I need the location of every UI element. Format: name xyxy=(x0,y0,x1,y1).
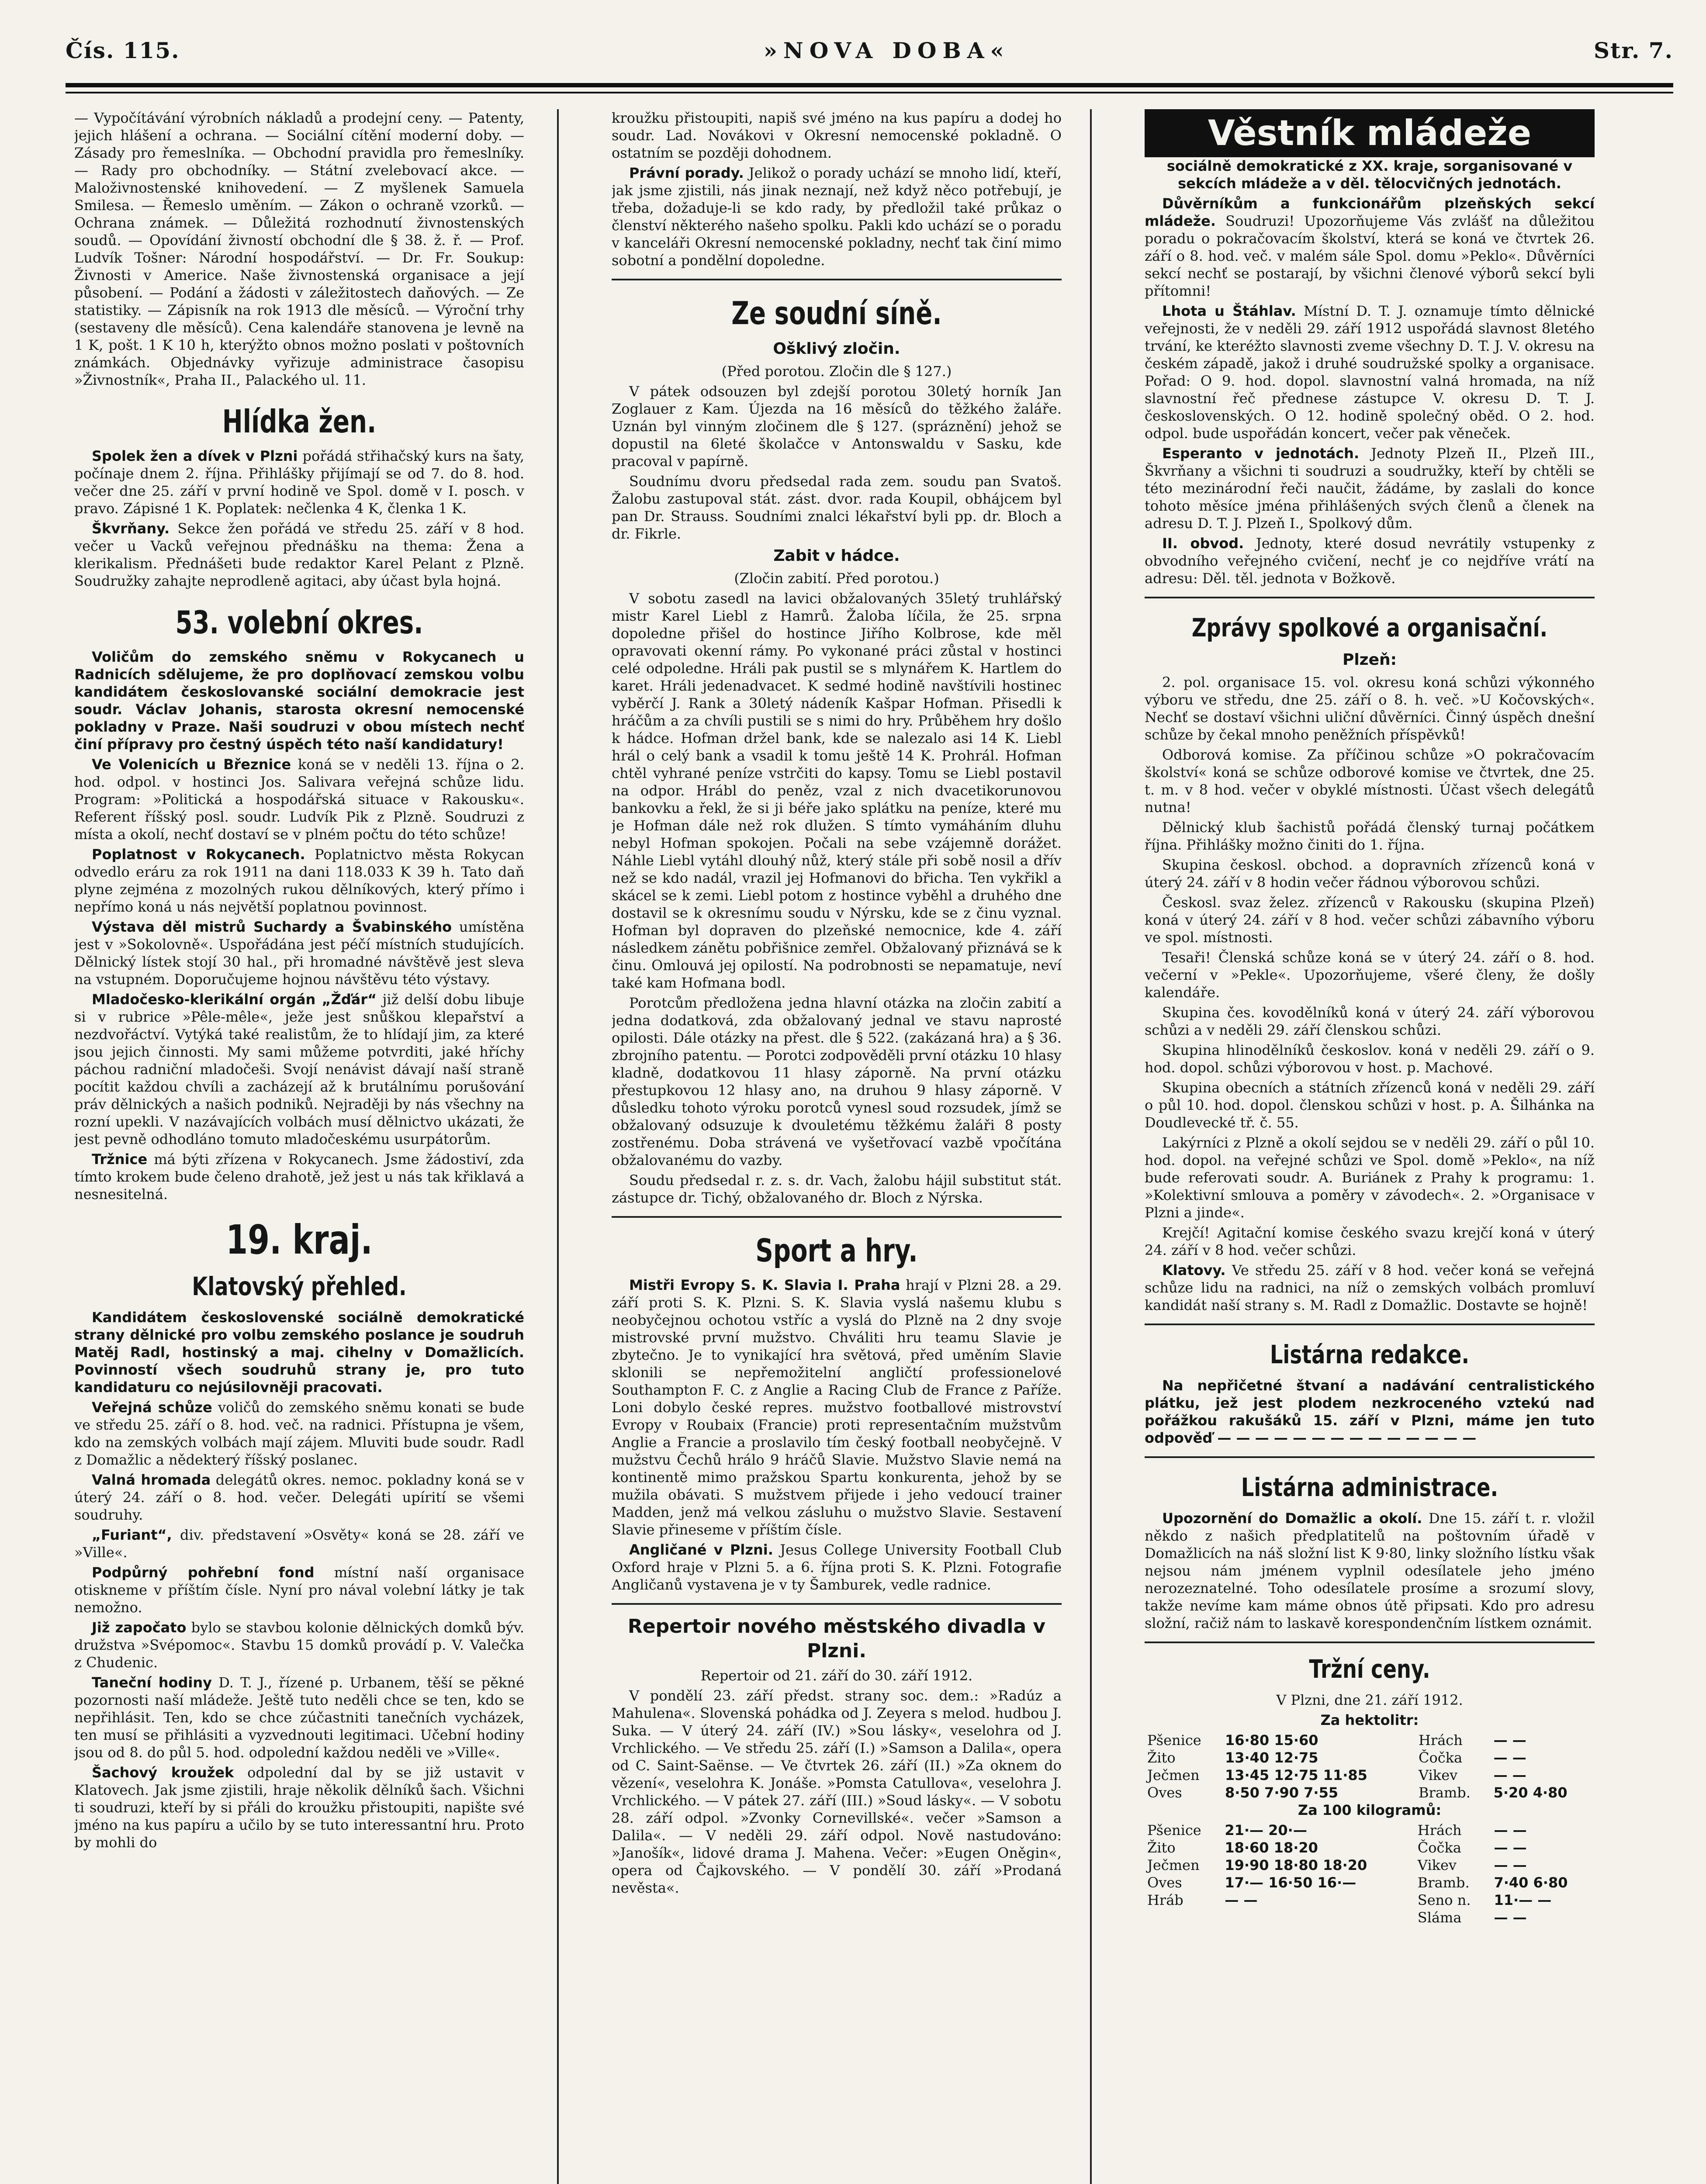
commodity-price: 13·40 12·75 xyxy=(1225,1749,1318,1766)
section-heading-volebni-okres: 53. volební okres. xyxy=(175,604,423,641)
commodity-price: — — xyxy=(1493,1767,1526,1783)
section-heading-hlidka-zen: Hlídka žen. xyxy=(222,403,377,440)
section-divider xyxy=(612,1603,1062,1605)
section-heading-listarna-administrace: Listárna administrace. xyxy=(1241,1472,1498,1502)
article-paragraph xyxy=(612,1541,1062,1593)
article-paragraph: Skupina obecních a státních zřízenců koná v neděli 29. září o půl 10. hod. dopol. členskou schůzi v host. p. A. Šilhánka na Doudlevecké tř. č. 55. xyxy=(1145,1079,1595,1131)
article-text: umístěna jest v »Sokolovně«. Uspořádána jest péčí místních studujících. Dělnický lístek stojí 30 hal., při hromadné návštěvě jest sleva na vstupném. Doporučujeme hojnou návštěvu této výstavy. xyxy=(74,919,524,988)
masthead-rule xyxy=(66,83,1673,87)
article-lead: Již započato xyxy=(92,1619,187,1636)
commodity-name: Ječmen xyxy=(1147,1857,1200,1873)
article-paragraph: Soudu předsedal r. z. s. dr. Vach, žalobu hájil substitut stát. zástupce dr. Tichý, obžalovaného dr. Bloch z Nýrska. xyxy=(612,1172,1062,1206)
price-row xyxy=(1145,1839,1595,1856)
section-divider xyxy=(1145,1324,1595,1325)
market-date: V Plzni, dne 21. září 1912. xyxy=(1276,1692,1463,1708)
article-paragraph xyxy=(74,1619,524,1671)
commodity-name: Hrách xyxy=(1419,1732,1463,1749)
market-unit-hectolitre: Za hektolitr: xyxy=(1320,1712,1419,1728)
article-paragraph xyxy=(1145,195,1595,300)
commodity-name: Čočka xyxy=(1419,1749,1463,1766)
commodity-price: 17·— 16·50 16·— xyxy=(1225,1874,1356,1891)
article-paragraph xyxy=(612,164,1062,269)
section-heading-soudni-sin: Ze soudní síně. xyxy=(731,295,942,332)
article-paragraph xyxy=(74,1151,524,1203)
section-heading-vestnik: Věstník mládeže xyxy=(1145,109,1595,157)
page-number: Str. 7. xyxy=(1594,37,1673,63)
commodity-name: Hrách xyxy=(1417,1822,1462,1838)
article-lead: Spolek žen a dívek v Plzni xyxy=(92,448,298,464)
article-paragraph xyxy=(74,756,524,843)
article-paragraph: Odborová komise. Za příčinou schůze »O pokračovacím školství« koná se schůze odborové komise ve čtvrtek, dne 25. t. m. v 8 hod. večer v obyklé místnosti. Účast všech delegátů nutna! xyxy=(1145,746,1595,816)
issue-number: Čís. 115. xyxy=(66,37,180,63)
commodity-price: 21·— 20·— xyxy=(1225,1822,1307,1838)
commodity-price: — — xyxy=(1494,1839,1527,1856)
commodity-name: Pšenice xyxy=(1147,1822,1201,1838)
price-row xyxy=(1145,1891,1595,1909)
price-row xyxy=(1145,1874,1595,1891)
commodity-name: Žito xyxy=(1147,1839,1176,1856)
commodity-name: Vikev xyxy=(1417,1857,1457,1873)
commodity-price: 5·20 4·80 xyxy=(1493,1784,1568,1801)
article-paragraph xyxy=(74,918,524,988)
article-paragraph: Skupina českosl. obchod. a dopravních zřízenců koná v úterý 24. září v 8 hodin večer řádnou výborovou schůzi. xyxy=(1145,857,1595,891)
article-lead: Mistři Evropy S. K. Slavia I. Praha xyxy=(629,1277,900,1293)
article-text: koná se v neděli 13. října o 2. hod. odpol. v hostinci Jos. Salivara veřejná schůze lidu. Program: »Politická a hospodářská situace v Rakousku«. Referent říšský posl. soudr. Ludvík Pik z Plzně. Soudruzi z místa a okolí, nechť dostaví se v plném počtu do této schůze! xyxy=(74,756,524,843)
commodity-price: — — xyxy=(1225,1892,1258,1908)
article-paragraph xyxy=(74,846,524,916)
price-row xyxy=(1145,1821,1595,1839)
section-subheading-plzen: Plzeň: xyxy=(1342,651,1397,669)
article-text: pořádá střihačský kurs na šaty, počínaje dnem 2. října. Přihlášky přijímají se od 7. do 8. hod. večer dne 25. září v první hodině ve Spol. domě v I. posch. v pravo. Zápisné 1 K. Poplatek: nečlenka 4 K, členka 1 K. xyxy=(74,448,524,517)
price-row xyxy=(1145,1856,1595,1874)
article-text: Sekce žen pořádá ve středu 25. září v 8 hod. večer u Vacků veřejnou přednášku na thema: Žena a klerikalism. Přednášeti bude redaktor Karel Pelant z Plzně. Soudružky zahajte neprodleně agitaci, aby účast byla hojná. xyxy=(74,520,524,589)
section-subtitle: sociálně demokratické z XX. kraje, sorganisované v sekcích mládeže a v děl. tělocvičných jednotách. xyxy=(1166,158,1573,192)
article-paragraph: 2. pol. organisace 15. vol. okresu koná schůzi výkonného výboru ve středu, dne 25. září o 8. h. več. »U Kočovských«. Nechť se dostaví všichni uliční důvěrníci. Činný úspěch dnešní schůze by čekal mnoho peněžních příspěvků! xyxy=(1145,674,1595,743)
article-text: hrají v Plzni 28. a 29. září proti S. K. Plzni. S. K. Slavia vyslá našemu klubu s neobyčejnou ochotou vstříc a vyslá do Plzně na 2 dny svoje mistrovské první mužstvo. Chváliti hru teamu Slavie je zbytečno. Je to vynikající hra světová, před uměním Slavie sklonili se nepřemožitelní angličtí professionelové Southampton F. C. z Anglie a Racing Club de France z Paříže. Loni dobylo české repres. mužstvo footballové mistrovství Evropy v Roubaix (Francie) proti representačním mužstvům Anglie a Francie a proslavilo tím český football neobyčejně. V mužstvu Čechů hrálo 9 hráčů Slavie. Mužstvo Slavie nemá na kontinentě mimo pražskou Spartu konkurenta, jehož by se mužila obávati. S mužstvem přijede i jeho vedoucí trainer Madden, jenž má velkou zásluhu o mužstvo Slavie. Sestavení Slavie přineseme v příštím čísle. xyxy=(612,1277,1062,1538)
price-table-hectolitre xyxy=(1145,1731,1595,1801)
article-title: Ošklivý zločin. xyxy=(773,340,900,358)
section-heading-zpravy: Zprávy spolkové a organisační. xyxy=(1191,613,1548,643)
article-text: Jednoty, které dosud nevrátily vstupenky z obvodního veřejného cvičení, nechť je co nejdříve vrátí na adresu: Děl. těl. jednota v Božkově. xyxy=(1145,535,1595,587)
masthead-rule-thin xyxy=(66,92,1673,93)
article-paragraph xyxy=(1145,535,1595,587)
article-lead: Lhota u Štáhlav. xyxy=(1162,303,1296,319)
commodity-price xyxy=(1222,1909,1415,1926)
article-lead: Veřejná schůze xyxy=(92,1399,212,1416)
article-text: bylo se stavbou kolonie dělnických domků býv. družstva »Svépomoc«. Stavbu 15 domků provádí p. V. Valečka z Chudenic. xyxy=(74,1619,524,1671)
article-subtitle: (Před porotou. Zločin dle § 127.) xyxy=(721,363,952,380)
commodity-name: Vikev xyxy=(1419,1767,1458,1783)
article-lead: Šachový kroužek xyxy=(92,1764,234,1781)
commodity-price: — — xyxy=(1494,1857,1527,1873)
article-lead: Právní porady. xyxy=(629,165,744,181)
section-divider xyxy=(612,1216,1062,1218)
commodity-price: — — xyxy=(1494,1822,1527,1838)
commodity-name: Seno n. xyxy=(1417,1892,1471,1908)
article-lead: Taneční hodiny xyxy=(92,1674,212,1691)
article-paragraph xyxy=(74,648,524,753)
article-paragraph: Lakýrníci z Plzně a okolí sejdou se v neděli 29. září o půl 10. hod. dopol. na veřejné schůzi ve Spol. domě »Peklo«, na níž bude referovati soudr. A. Buriánek z Prahy k programu: 1. »Kolektivní smlouva a poměry v závodech«. 2. »Organisace v Plzni a jinde«. xyxy=(1145,1134,1595,1221)
article-text: Poplatnictvo města Rokycan odvedlo eráru za rok 1911 na dani 118.033 K 39 h. Tato daň plyne zejména z mozolných rukou dělníkových, který přímo i nepřímo koná u nás největší poplatnou povinnost. xyxy=(74,846,524,915)
article-paragraph: Krejčí! Agitační komise českého svazu krejčí koná v úterý 24. září v 8 hod. večer schůzi. xyxy=(1145,1224,1595,1258)
article-paragraph: Skupina čes. kovodělníků koná v úterý 24. září výborovou schůzi a v neděli 29. září členskou schůzi. xyxy=(1145,1004,1595,1038)
column-divider xyxy=(1090,109,1092,2184)
article-lead: Škvrňany. xyxy=(92,520,170,537)
commodity-price: 18·60 18·20 xyxy=(1225,1839,1318,1856)
commodity-price: 8·50 7·90 7·55 xyxy=(1225,1784,1339,1801)
article-paragraph: Dělnický klub šachistů pořádá členský turnaj počátkem října. Přihlášky možno činiti do 1. října. xyxy=(1145,819,1595,853)
article-text: delegátů okres. nemoc. pokladny koná se v úterý 24. září o 8. hod. večer. Delegáti upírití se všemi soudruhy. xyxy=(74,1472,524,1523)
article-paragraph xyxy=(74,1526,524,1561)
calendar-contents: — Vypočítávání výrobních nákladů a prodejní ceny. — Patenty, jejich hlášení a ochrana. — Sociální cítění moderní doby. — Zásady pro řemeslníka. — Obchodní pravidla pro řemeslníky. — Rady pro obchodníky. — Státní zvelebovací akce. — Maloživnostenské knihovedení. — Z myšlenek Samuela Smilesa. — Řemeslo uměním. — Zákon o ochraně vzorků. — Ochrana známek. — Důležitá rozhodnutí živnostenských soudů. — Opovídání živností obchodní dle § 38. ž. ř. — Prof. Ludvík Tošner: Národní hospodářství. — Dr. Fr. Soukup: Živnosti v Americe. Naše živnostenská organisace a její působení. — Podání a žádosti v záležitostech daňových. — Ze statistiky. — Zápisník na rok 1913 dle měsíců. — Výroční trhy (sestaveny dle měsíců). Cena kalendáře stanovena je levně na 1 K, pošt. 1 K 10 h, kterýžto obnos možno poslati v poštovních známkách. Objednávky vyřizuje administrace časopisu »Živnostník«, Praha II., Palackého ul. 11. xyxy=(74,110,524,388)
repertoir-dates: Repertoir od 21. září do 30. září 1912. xyxy=(700,1667,973,1684)
article-paragraph: V sobotu zasedl na lavici obžalovaných 35letý truhlářský mistr Karel Liebl z Hamrů. Žaloba líčila, že 25. srpna dopoledne přišel do hostince Jiřího Kolbrose, kde měl opravovati okenní rámy. Po vykonané práci zůstal v hostinci celé odpoledne. Hráli pak pustil se s mlynářem K. Hartlem do karet. Hráli jedenadvacet. K sedmé hodině navštívili hostinec vyběrčí J. Rank a 30letý nádeník Kašpar Hofman. Přisedli k hráčům a za chvíli pustili se s nimi do hry. Průběhem hry došlo k hádce. Hofman držel bank, kde se nalezalo asi 14 K. Liebl hrál o celý bank a vsadil k tomu ještě 14 K. Prohrál. Hofman chtěl vyhrané peníze vstrčiti do kapsy. Tomu se Liebl postavil na odpor. Hrábl do peněz, vzal z nich dvacetikorunovou bankovku a řekl, že si ji béře jako splátku na peníze, které mu je Hofman dále než rok dlužen. S tímto vymáháním dluhu nebyl Hofman spokojen. Počali na sebe vzájemně dorážet. Náhle Liebl vytáhl dlouhý nůž, který stále při sobě nosil a dřív než se kdo nadál, vrazil jej Hofmanovi do břicha. Ten vykřikl a skácel se k zemi. Liebl potom z hostince vyběhl a druhého dne dostavil se k okresnímu soudu v Nýrsku, kde se z činu vyznal. Hofman byl dopraven do plzeňské nemocnice, kde 4. září následkem zánětu pobřišnice zemřel. Obžalovaný přiznává se k činu. Omlouvá jej opilostí. Na podrobnosti se nepamatuje, neví také kam Hofmana bodl. xyxy=(612,590,1062,991)
section-divider xyxy=(612,279,1062,280)
article-lead: „Furiant“, xyxy=(92,1527,172,1543)
article-lead: Ve Volenicích u Březnice xyxy=(92,756,291,773)
article-subtitle: (Zločin zabití. Před porotou.) xyxy=(734,570,939,587)
section-heading-sport: Sport a hry. xyxy=(755,1232,918,1269)
masthead xyxy=(66,26,1673,74)
article-text: kroužku přistoupiti, napiš své jméno na kus papíru a dodej ho soudr. Lad. Novákovi v Okresní nemocenské pokladně. O ostatním se později dohodnem. xyxy=(612,110,1062,161)
article-paragraph xyxy=(74,1674,524,1761)
section-divider xyxy=(1145,1456,1595,1458)
article-lead: Voličům do zemského sněmu v Rokycanech u Radnicích xyxy=(74,649,524,683)
commodity-name: Sláma xyxy=(1417,1909,1462,1926)
column-1 xyxy=(74,109,524,2184)
article-paragraph: V pondělí 23. září předst. strany soc. dem.: »Radúz a Mahulena«. Slovenská pohádka od J. Zeyera s melod. hudbou J. Suka. — V úterý 24. září (IV.) »Sou lásky«, veselohra od J. Vrchlického. — Ve středu 25. září (I.) »Samson a Dalila«, opera od C. Saint-Saënse. — Ve čtvrtek 26. září (II.) »Za oknem do vězení«, veselohra K. Jonáše. »Pomsta Catullova«, veselohra J. Vrchlického. — V pátek 27. září (III.) »Soud lásky«. — V sobotu 28. září odpol. »Zvonky Cornevillské«. večer »Samson a Dalila«. — V neděli 29. září odpol. Nově nastudováno: »Janošík«, lidové drama J. Mahena. Večer: »Eugen Oněgin«, opera od Čajkovského. — V pondělí 30. září »Prodaná nevěsta«. xyxy=(612,1687,1062,1896)
column-divider xyxy=(557,109,559,2184)
article-paragraph xyxy=(74,991,524,1148)
commodity-name: Ječmen xyxy=(1147,1767,1200,1783)
commodity-name: Bramb. xyxy=(1417,1874,1470,1891)
article-lead: Poplatnost v Rokycanech. xyxy=(92,846,305,863)
article-lead: Valná hromada xyxy=(92,1472,211,1488)
section-heading-repertoir: Repertoir nového městského divadla v Plzni. xyxy=(627,1615,1046,1662)
candidate-notice: Kandidátem československé sociálně demokratické strany dělnické pro volbu zemského poslance je soudruh Matěj Radl, hostinský a maj. cihelny v Domažlicích. Povinností všech soudruhů strany je, pro tuto kandidaturu co nejúsilovněji pracovati. xyxy=(74,1309,524,1396)
article-text: sdělujeme, že pro doplňovací zemskou volbu kandidátem českoslovanské sociální demokracie jest soudr. Václav Johanis, starosta okresní nemocenské pokladny v Praze. Naši soudruzi v obou místech nechť činí přípravy pro čestný úspěch této naší kandidatury! xyxy=(74,666,524,753)
article-text: Dne 15. září t. r. vložil někdo z našich předplatitelů na poštovním úřadě v Domažlicích na náš složní list K 9·80, linky složního lístku však nejsou nám jménem vyplnil odesílatele jeho jméno nerozeznatelné. Toho odesílatele prosíme a srozumí slovy, takže nevíme kam máme obnos útě připsati. Kdo pro adresu složní, račiž nám to laskavě korespondenčním lístkem oznámit. xyxy=(1145,1510,1595,1631)
section-subheading-klatovsky: Klatovský přehled. xyxy=(192,1272,407,1301)
commodity-price: 11·— — xyxy=(1494,1892,1552,1908)
article-lead: Mladočesko-klerikální orgán „Žďár“ xyxy=(92,991,377,1008)
article-text: voličů do zemského sněmu konati se bude ve středu 25. září o 8. hod. več. na radnici. Přístupna je všem, kdo na zemských volbách mají zájem. Mluviti bude soudr. Radl z Domažlic a nědekterý říšský poslanec. xyxy=(74,1399,524,1468)
commodity-price: — — xyxy=(1494,1909,1527,1926)
article-paragraph: V pátek odsouzen byl zdejší porotou 30letý horník Jan Zoglauer z Kam. Újezda na 16 měsíců do těžkého žaláře. Uznán byl vinným zločinem dle § 127. (spráznění) jehož se dopustil na 6leté školačce v Antonswaldu v Sasku, kde pracoval v papírně. xyxy=(612,383,1062,470)
article-lead: II. obvod. xyxy=(1162,535,1244,552)
section-divider xyxy=(1145,597,1595,598)
article-text: odpolední dal by se již ustavit v Klatovech. Jak jsme zjistili, hraje několik dělníků šach. Všichni ti soudruzi, kteří by si přáli do kroužku přistoupiti, napište své jméno na kus papíru a učilo by se tuto interessantní hru. Proto by mohli do xyxy=(74,1764,524,1851)
article-paragraph xyxy=(1145,1510,1595,1632)
price-row xyxy=(1145,1784,1595,1801)
commodity-price: 16·80 15·60 xyxy=(1225,1732,1318,1749)
article-paragraph xyxy=(74,1399,524,1469)
article-paragraph xyxy=(74,447,524,517)
commodity-name: Pšenice xyxy=(1147,1732,1201,1749)
article-text: již delší dobu libuje si v rubrice »Pêle-mêle«, ježe jest snůškou klepařství a nezdvořáctví. Vytýká také realistům, že to hlídají jim, za které jsou jejich činnosti. My sami můžeme potvrditi, jaké hříchy páchou radniční mladočeši. Svojí nenávist dávají naší straně pocítit každou chvíli a zacházejí až k brutálnímu porušování práv dělnických a našich podniků. Nejraději by nás všechny na rozní upekli. V nazávajících volbách musí dělnictvo ukázati, že jest pevně odhodláno tomuto mladočeskému usurpátorům. xyxy=(74,991,524,1147)
article-text: má býti zřízena v Rokycanech. Jsme žádostiví, zda tímto krokem bude čeleno drahotě, jež jest u nás tak křiklavá a nesnesitelná. xyxy=(74,1151,524,1203)
article-paragraph xyxy=(74,1564,524,1616)
article-paragraph xyxy=(1145,445,1595,532)
article-text: Jesus College University Football Club Oxford hraje v Plzni 5. a 6. října proti S. K. Plzni. Fotografie Angličanů vystavena je v ty Šamburek, vedle radnice. xyxy=(612,1541,1062,1593)
newspaper-page xyxy=(66,26,1673,2184)
article-paragraph xyxy=(1145,302,1595,442)
price-table-kilo xyxy=(1145,1821,1595,1926)
commodity-name: Oves xyxy=(1147,1874,1182,1891)
article-text: D. T. J., řízené p. Urbanem, těší se pěkné pozornosti naší mládeže. Ještě tuto neděli chce se ten, kdo se nepřihlásit. Ten, kdo se chce zúčastniti tanečních vycházek, ten musí se přihlásiti a vyzvednouti legitimaci. Učební hodiny jsou od 8. do půl 5. hod. odpolední každou neděli ve »Ville«. xyxy=(74,1674,524,1761)
article-paragraph xyxy=(1145,1261,1595,1314)
article-paragraph: Porotcům předložena jedna hlavní otázka na zločin zabití a jedna dodatková, zda obžalovaný jednal ve stavu naprosté opilosti. Dále otázky na přest. dle § 522. (zakázaná hra) a § 36. zbrojního patentu. — Porotci zodpověděli první otázku 10 hlasy kladně, dodatkovou 11 hlasy záporně. Na první otázku přestupkovou 12 hlasy ano, na druhou 9 hlasy záporně. V důsledku tohoto výroku porotců vynesl soud rozsudek, jímž se obžalovaný odsuzuje k dvouletému těžkému žaláři 8 posty zostřenému. Doba strávená ve vyšetřovací vazbě vpočítána obžalovanému do vazby. xyxy=(612,995,1062,1168)
section-heading-listarna-redakce: Listárna redakce. xyxy=(1270,1340,1470,1369)
article-text: Ve středu 25. září v 8 hod. večer koná se veřejná schůze lidu na radnici, na níž o zemských volbách promluví kandidát naší strany s. M. Radl z Domažlic. Dostavte se hojně! xyxy=(1145,1262,1595,1313)
commodity-name: Žito xyxy=(1147,1749,1176,1766)
article-text: Místní D. T. J. oznamuje tímto dělnické veřejnosti, že v neděli 29. září 1912 uspořádá slavnost 8letého trvání, ke kteréžto slavnosti zveme všechny D. T. J. V. okresu na českém západě, jakož i druhé soudružské spolky a organisace. Pořad: O 9. hod. dopol. slavnostní valná hromada, na níž slavnostní řeč přednese zástupce V. okresu D. T. J. československých. O 12. hodině společný oběd. O 2. hod. odpol. bude uspořádán koncert, večer pak věneček. xyxy=(1145,303,1595,442)
article-lead: Tržnice xyxy=(92,1151,148,1168)
commodity-price: — — xyxy=(1493,1732,1526,1749)
article-text: Jelikož o porady uchází se mnoho lidí, kteří, jak jsme zjistili, nás jinak neznají, než když něco potřebují, je třeba, dožaduje-li se kdo rady, by předložil také průkaz o členství některého našeho spolku. Pakli kdo uchází se o poradu v kanceláři Okresní nemocenské pokladny, nechť tak činí mimo sobotní a pondělní dopoledne. xyxy=(612,165,1062,269)
commodity-price: 7·40 6·80 xyxy=(1494,1874,1568,1891)
article-text: Soudruzi! Upozorňujeme Vás zvlášť na důležitou poradu o pokračovacím školství, která se koná ve čtvrtek 26. září o 8. hod. več. v malém sále Spol. domu »Peklo«. Důvěrníci sekcí nechť se postarají, by všichni členové výborů sekcí byli přítomni! xyxy=(1145,213,1595,299)
commodity-name: Čočka xyxy=(1417,1839,1461,1856)
commodity-price: 13·45 12·75 11·85 xyxy=(1225,1767,1367,1783)
article-lead: Esperanto v jednotách. xyxy=(1162,445,1360,462)
article-lead: Důvěrníkům a funkcionářům plzeňských sekcí mládeže. xyxy=(1145,195,1595,229)
article-paragraph xyxy=(612,1276,1062,1538)
article-lead: Podpůrný pohřební fond xyxy=(92,1564,315,1581)
price-row xyxy=(1145,1731,1595,1749)
article-lead: Upozornění do Domažlic a okolí. xyxy=(1162,1510,1422,1527)
article-paragraph: Na nepřičetné štvaní a nadávání centralistického plátku, jež jest plodem nezkroceného vztekú nad pořážkou rakušáků 15. září v Plzni, máme jen tuto odpověď — — — — — — — — — — — — — — xyxy=(1145,1377,1595,1446)
article-text: místní naší organisace otiskneme v příštím čísle. Nyní pro nával volební látky je tak nemožno. xyxy=(74,1564,524,1616)
article-paragraph: Českosl. svaz želez. zřízenců v Rakousku (skupina Plzeň) koná v úterý 24. září v 8 hod. večer schůzi zábavního výboru ve spol. místnosti. xyxy=(1145,894,1595,946)
article-paragraph: Soudnímu dvoru předsedal rada zem. soudu pan Svatoš. Žalobu zastupoval stát. zást. dvor. rada Koupil, obhájcem byl pan Dr. Strauss. Soudními znalci lékařství byli pp. dr. Bloch a dr. Fikrle. xyxy=(612,473,1062,542)
article-text: Jednoty Plzeň II., Plzeň III., Škvrňany a všichni ti soudruzi a soudružky, kteří by chtěli se této mezinárodní řeči naučit, žádáme, by zaslali do konce tohoto měsíce jména přihlášených svých členů a členek na adresu D. T. J. Plzeň I., Spolkový dům. xyxy=(1145,445,1595,532)
price-row xyxy=(1145,1749,1595,1766)
price-row xyxy=(1145,1909,1595,1926)
commodity-price: 19·90 18·80 18·20 xyxy=(1225,1857,1367,1873)
article-text: div. představení »Osvěty« koná se 28. září ve »Ville«. xyxy=(74,1527,524,1561)
article-paragraph xyxy=(74,1764,524,1851)
commodity-name: Hráb xyxy=(1147,1892,1183,1908)
section-heading-trzni-ceny: Tržní ceny. xyxy=(1309,1654,1430,1684)
section-divider xyxy=(1145,1641,1595,1643)
column-2 xyxy=(612,109,1062,2184)
article-lead: Klatovy. xyxy=(1162,1262,1226,1279)
commodity-name: Bramb. xyxy=(1419,1784,1471,1801)
price-row xyxy=(1145,1766,1595,1784)
article-paragraph xyxy=(74,1471,524,1524)
commodity-price: — — xyxy=(1493,1749,1526,1766)
paper-title: »NOVA DOBA« xyxy=(763,37,1010,63)
market-unit-kilo: Za 100 kilogramů: xyxy=(1298,1802,1442,1818)
article-paragraph xyxy=(74,520,524,590)
column-3 xyxy=(1145,109,1595,2184)
section-heading-kraj: 19. kraj. xyxy=(226,1216,373,1263)
article-title: Zabit v hádce. xyxy=(773,547,900,565)
commodity-name: Oves xyxy=(1147,1784,1182,1801)
article-lead: Angličané v Plzni. xyxy=(629,1541,773,1558)
article-paragraph: Tesaři! Členská schůze koná se v úterý 24. září o 8. hod. večerní v »Pekle«. Upozorňujeme, všeré členy, že došly kalendáře. xyxy=(1145,949,1595,1001)
commodity-name xyxy=(1145,1909,1222,1926)
article-paragraph: Skupina hlinodělníků českoslov. koná v neděli 29. září o 9. hod. dopol. schůzi výborovou v host. p. Machové. xyxy=(1145,1042,1595,1076)
article-lead: Výstava děl mistrů Suchardy a Švabinského xyxy=(92,919,452,935)
